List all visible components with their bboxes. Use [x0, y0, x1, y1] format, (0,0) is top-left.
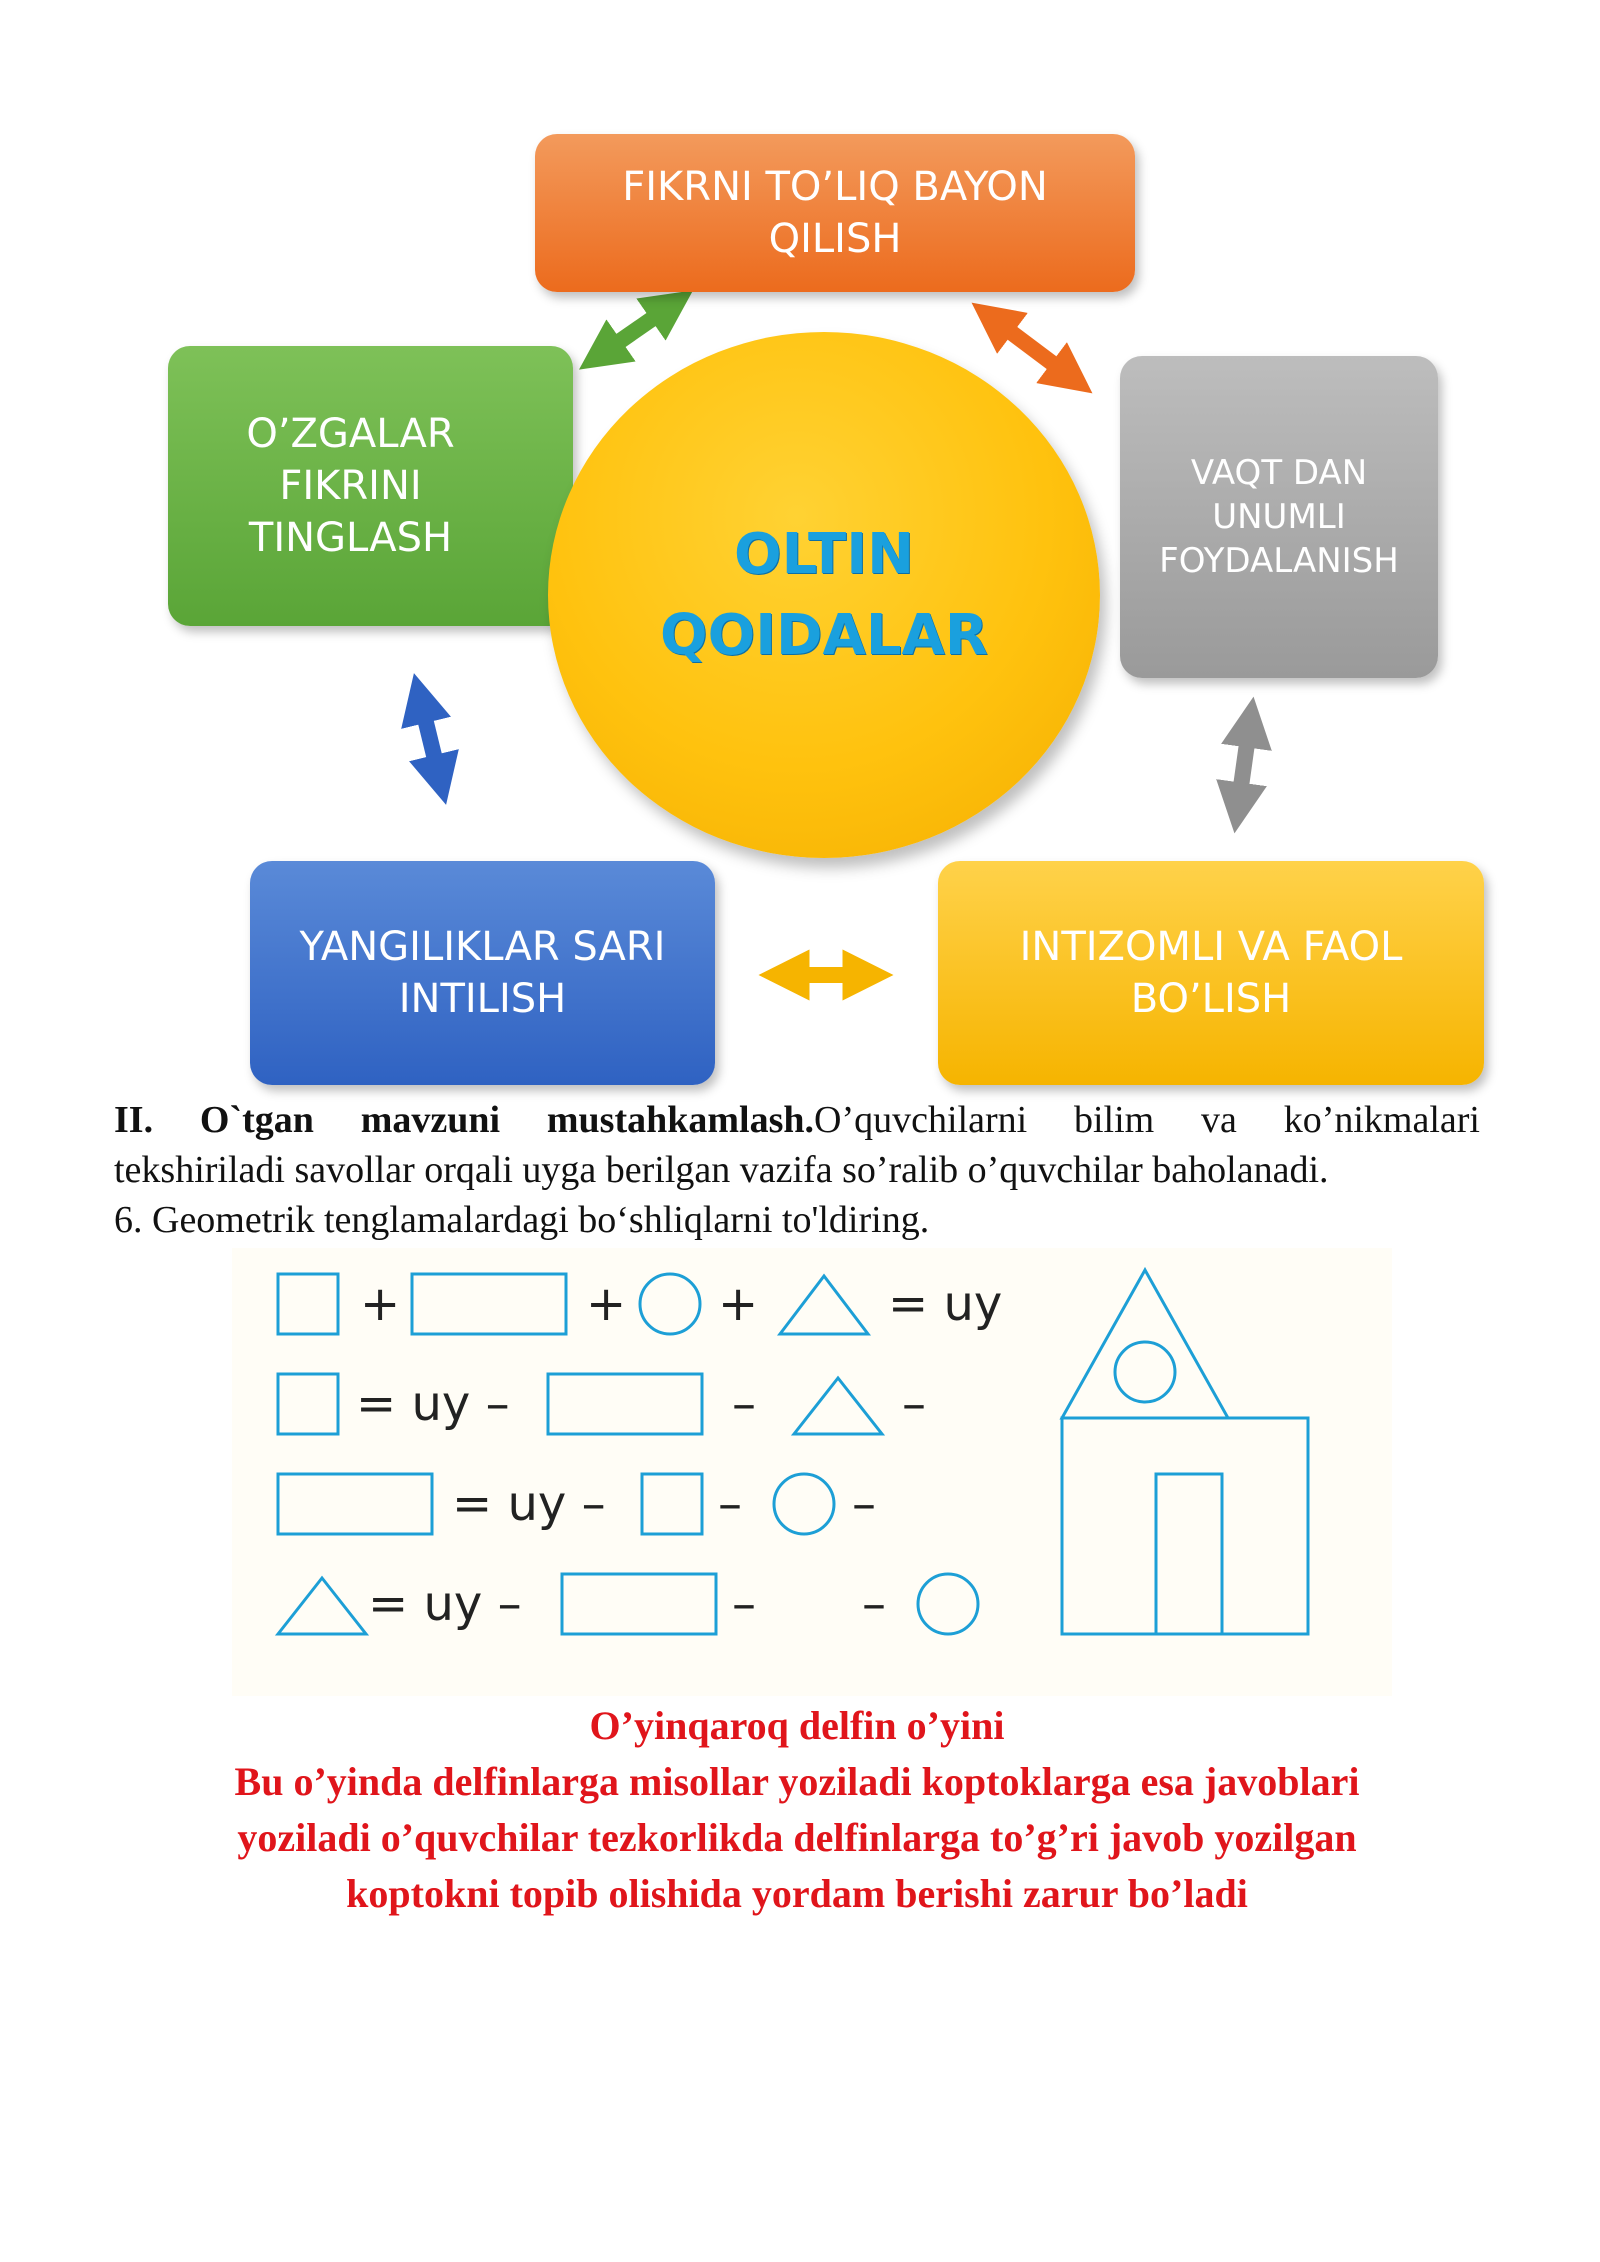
- rule-top-line-1: FIKRNI TO’LIQ BAYON: [622, 164, 1048, 210]
- house-body-rectangle: [1062, 1418, 1308, 1634]
- equals-uy-minus: = uy –: [452, 1476, 606, 1532]
- square-shape: [642, 1474, 702, 1534]
- minus-sign: –: [852, 1476, 876, 1532]
- rule-bottom-left-line-2: INTILISH: [398, 976, 567, 1022]
- triangle-shape: [780, 1276, 868, 1334]
- rule-bottom-right-line-1: INTIZOMLI VA FAOL: [1019, 924, 1403, 970]
- center-circle: [548, 332, 1100, 858]
- house-door-rectangle: [1156, 1474, 1222, 1634]
- arrow-gray: [1238, 722, 1250, 808]
- rule-box-left: [168, 346, 573, 626]
- game-line-3: koptokni topib olishida yordam berishi zarur bo’ladi: [346, 1871, 1248, 1916]
- section-paragraph-line-2: tekshiriladi savollar orqali uyga berilgan vazifa so’ralib o’quvchilar baholanadi.: [114, 1149, 1329, 1191]
- rule-right-line-1: VAQT DAN: [1190, 452, 1368, 493]
- game-line-1: Bu o’yinda delfinlarga misollar yoziladi koptoklarga esa javoblari: [234, 1759, 1360, 1804]
- center-line-2: QOIDALAR: [659, 603, 988, 668]
- rule-box-top: [535, 134, 1135, 292]
- equals-uy-minus: = uy –: [368, 1576, 522, 1632]
- task-text: 6. Geometrik tenglamalardagi bo‘shliqlarni to'ldiring.: [114, 1199, 930, 1241]
- triangle-shape: [278, 1578, 366, 1634]
- section-heading: II. O`tgan mavzuni mustahkamlash.: [114, 1099, 815, 1141]
- square-shape: [278, 1274, 338, 1334]
- circle-shape: [918, 1574, 978, 1634]
- minus-sign: –: [732, 1576, 756, 1632]
- game-description: [114, 1754, 1480, 1922]
- minus-sign: –: [732, 1376, 756, 1432]
- minus-sign: –: [902, 1376, 926, 1432]
- rectangle-shape: [278, 1474, 432, 1534]
- game-line-2: yoziladi o’quvchilar tezkorlikda delfinlarga to’g’ri javob yozilgan: [237, 1815, 1357, 1860]
- arrow-orange: [992, 318, 1072, 378]
- circle-shape: [774, 1474, 834, 1534]
- house-roof-triangle: [1062, 1270, 1228, 1418]
- rule-right-line-2: UNUMLI: [1212, 496, 1346, 537]
- rule-box-bottom-right: [938, 861, 1484, 1085]
- rectangle-shape: [548, 1374, 702, 1434]
- section-paragraph-line-1: [114, 1095, 1480, 1145]
- rule-box-bottom-left: [250, 861, 715, 1085]
- plus-sign: +: [718, 1276, 759, 1332]
- rule-right-line-3: FOYDALANISH: [1159, 541, 1399, 582]
- rule-box-right: [1120, 356, 1438, 678]
- rectangle-shape: [412, 1274, 566, 1334]
- geometric-equations-figure: [232, 1248, 1392, 1696]
- rule-left-line-3: TINGLASH: [248, 515, 453, 561]
- plus-sign: +: [586, 1276, 627, 1332]
- rule-top-line-2: QILISH: [768, 216, 902, 262]
- arrow-blue: [420, 698, 440, 780]
- center-line-1: OLTIN: [734, 521, 914, 587]
- minus-sign: –: [718, 1476, 742, 1532]
- equals-uy: = uy: [888, 1276, 1003, 1332]
- square-shape: [278, 1374, 338, 1434]
- rule-left-line-1: O’ZGALAR: [246, 411, 455, 457]
- section-line1-rest: O’quvchilarni bilim va ko’nikmalari: [814, 1099, 1480, 1141]
- circle-shape: [640, 1274, 700, 1334]
- rule-left-line-2: FIKRINI: [279, 463, 422, 509]
- game-title: O’yinqaroq delfin o’yini: [589, 1703, 1005, 1748]
- plus-sign: +: [360, 1276, 401, 1332]
- minus-sign: –: [862, 1576, 886, 1632]
- equals-uy-minus: = uy –: [356, 1376, 510, 1432]
- triangle-shape: [794, 1378, 882, 1434]
- rectangle-shape: [562, 1574, 716, 1634]
- rule-bottom-right-line-2: BO’LISH: [1130, 976, 1292, 1022]
- arrow-green: [600, 305, 672, 355]
- house-circle-window: [1115, 1342, 1175, 1402]
- rule-bottom-left-line-1: YANGILIKLAR SARI: [299, 924, 666, 970]
